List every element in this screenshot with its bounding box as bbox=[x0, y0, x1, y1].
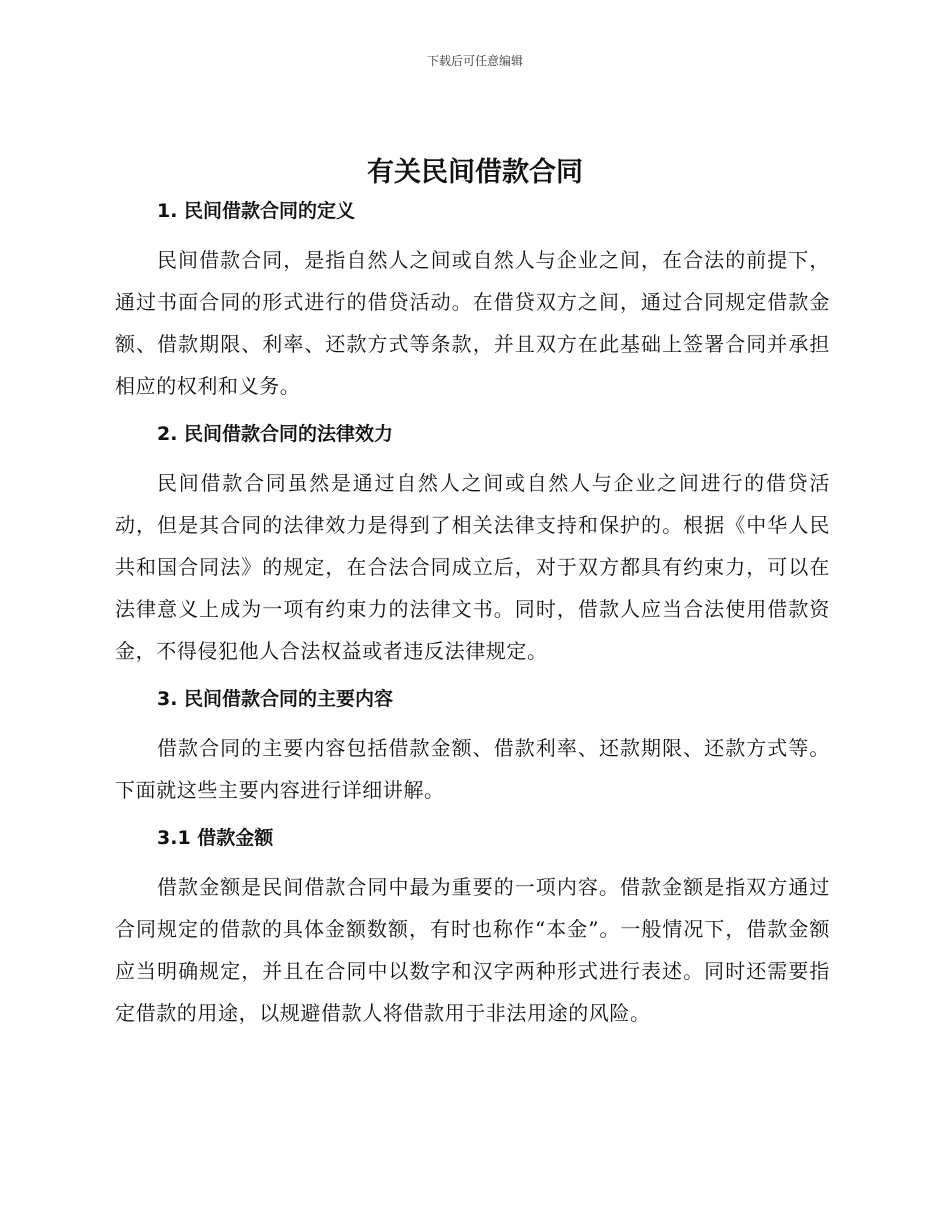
section-heading-definition: 1. 民间借款合同的定义 bbox=[157, 200, 356, 222]
section-heading-main-content: 3. 民间借款合同的主要内容 bbox=[157, 688, 394, 710]
section-heading-loan-amount: 3.1 借款金额 bbox=[157, 827, 274, 849]
document-title: 有关民间借款合同 bbox=[367, 157, 583, 188]
section-paragraph-main-content: 借款合同的主要内容包括借款金额、借款利率、还款期限、还款方式等。下面就这些主要内容进行详细讲解。 bbox=[115, 736, 830, 802]
section-paragraph-loan-amount: 借款金额是民间借款合同中最为重要的一项内容。借款金额是指双方通过合同规定的借款的具体金额数额，有时也称作“本金”。一般情况下，借款金额应当明确规定，并且在合同中以数字和汉字两种形式进行表述。同时还需要指定借款的用途，以规避借款人将借款用于非法用途的风险。 bbox=[115, 875, 830, 1025]
page-header-note: 下载后可任意编辑 bbox=[426, 54, 523, 68]
section-paragraph-legal-effect: 民间借款合同虽然是通过自然人之间或自然人与企业之间进行的借贷活动，但是其合同的法律效力是得到了相关法律支持和保护的。根据《中华人民共和国合同法》的规定，在合法合同成立后，对于双方都具有约束力，可以在法律意义上成为一项有约束力的法律文书。同时，借款人应当合法使用借款资金，不得侵犯他人合法权益或者违反法律规定。 bbox=[115, 471, 830, 663]
section-paragraph-definition: 民间借款合同，是指自然人之间或自然人与企业之间，在合法的前提下，通过书面合同的形式进行的借贷活动。在借贷双方之间，通过合同规定借款金额、借款期限、利率、还款方式等条款，并且双方在此基础上签署合同并承担相应的权利和义务。 bbox=[115, 248, 830, 398]
document-body bbox=[115, 196, 830, 1034]
section-heading-legal-effect: 2. 民间借款合同的法律效力 bbox=[157, 423, 394, 445]
